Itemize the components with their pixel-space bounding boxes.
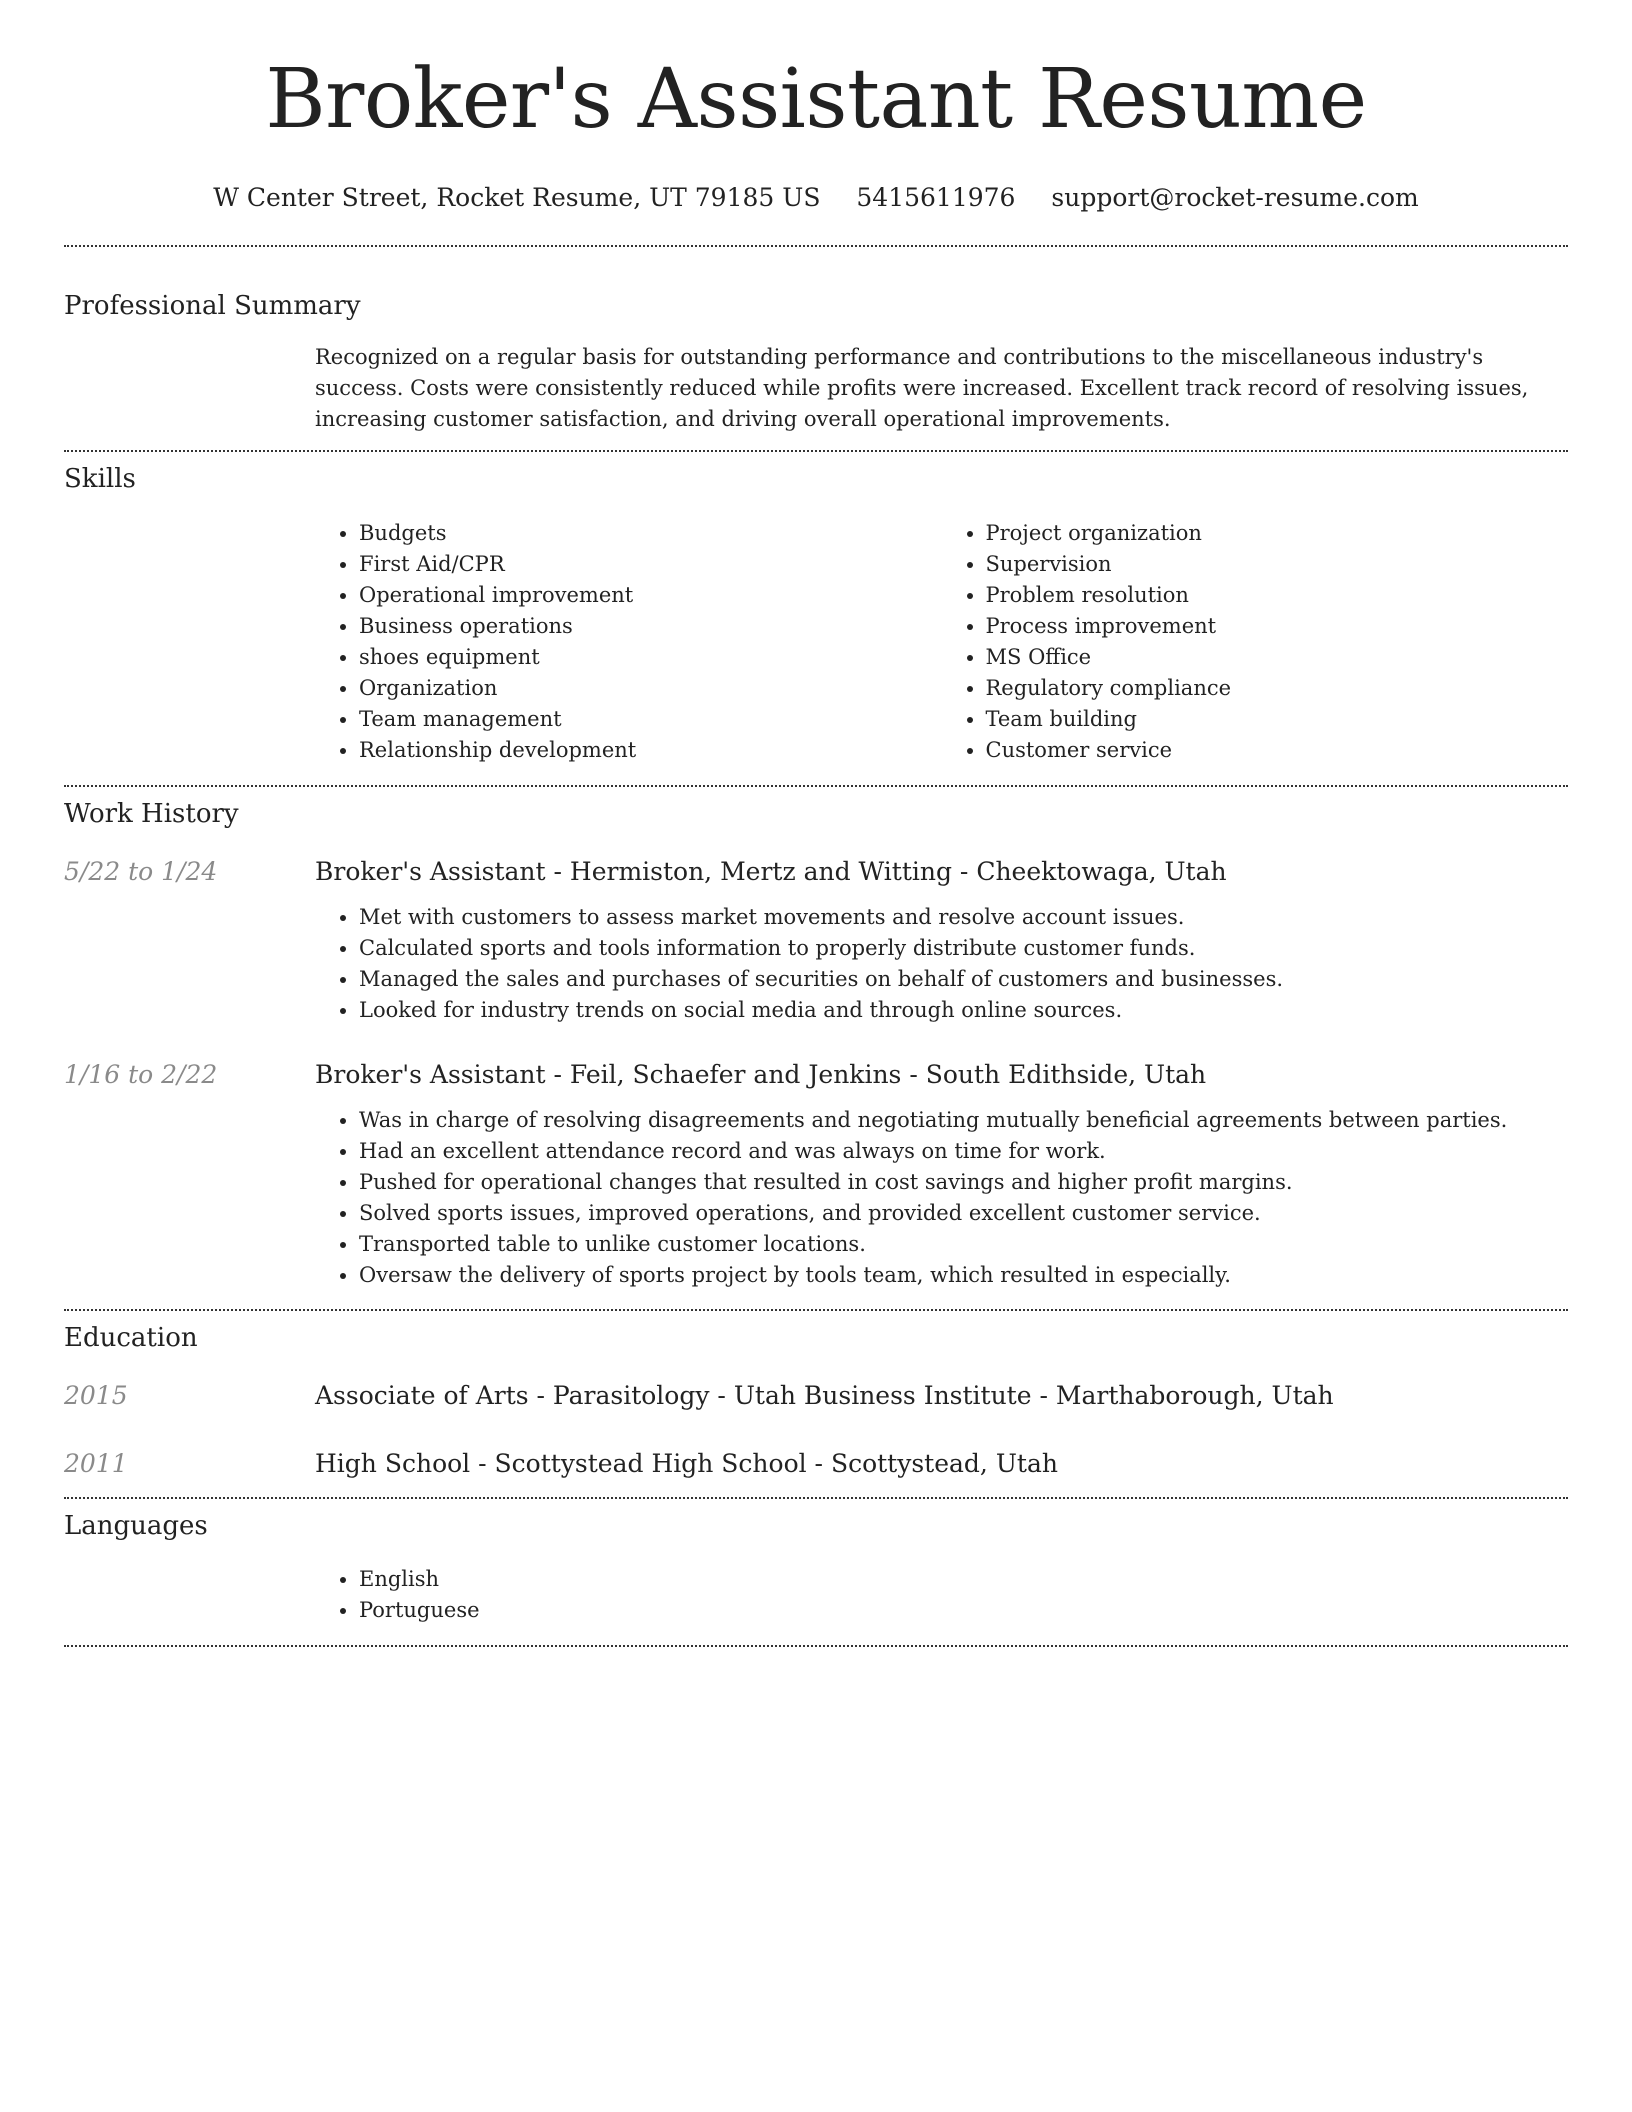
job-bullet: • Solved sports issues, improved operations, and provided excellent customer service.	[359, 1198, 1568, 1229]
job-entry	[64, 1059, 1568, 1291]
summary-heading: Professional Summary	[64, 291, 361, 321]
resume-title: Broker's Assistant Resume	[265, 52, 1367, 147]
languages-heading: Languages	[64, 1511, 208, 1541]
work-section	[64, 798, 1568, 1291]
job-dates: 5/22 to 1/24	[64, 857, 218, 886]
skills-list-left	[315, 518, 942, 766]
summary-section	[64, 290, 1568, 435]
skill-item: • First Aid/CPR	[359, 549, 942, 580]
languages-list	[315, 1564, 1568, 1626]
job-bullet: • Transported table to unlike customer locations.	[359, 1229, 1568, 1260]
skill-item: • Problem resolution	[986, 580, 1569, 611]
language-item: • English	[359, 1564, 1568, 1595]
contact-phone: 5415611976	[856, 183, 1016, 212]
summary-text: Recognized on a regular basis for outstanding performance and contributions to the miscellaneous industry's success. Costs were consistently reduced while profits were increased. Excellent track record of resolving issues, increasing customer satisfaction, and driving overall operational improvements.	[315, 345, 1529, 431]
job-bullet: • Was in charge of resolving disagreements and negotiating mutually beneficial agreements between parties.	[359, 1105, 1568, 1136]
skill-item: • Regulatory compliance	[986, 673, 1569, 704]
job-bullet: • Looked for industry trends on social media and through online sources.	[359, 995, 1568, 1026]
education-title: High School - Scottystead High School - Scottystead, Utah	[315, 1449, 1058, 1478]
skill-item: • Budgets	[359, 518, 942, 549]
job-title: Broker's Assistant - Feil, Schaefer and Jenkins - South Edithside, Utah	[315, 1060, 1207, 1089]
resume-page	[64, 0, 1568, 1647]
skill-item: • Relationship development	[359, 735, 942, 766]
work-heading: Work History	[64, 799, 239, 829]
skill-item: • Team management	[359, 704, 942, 735]
education-section	[64, 1322, 1568, 1480]
job-bullet: • Met with customers to assess market movements and resolve account issues.	[359, 902, 1568, 933]
skill-item: • Operational improvement	[359, 580, 942, 611]
job-title: Broker's Assistant - Hermiston, Mertz and Witting - Cheektowaga, Utah	[315, 857, 1227, 886]
skill-item: • shoes equipment	[359, 642, 942, 673]
skills-columns	[315, 518, 1568, 766]
skill-item: • Customer service	[986, 735, 1569, 766]
skills-heading: Skills	[64, 464, 136, 494]
education-heading: Education	[64, 1323, 198, 1353]
divider	[64, 450, 1568, 452]
job-bullet: • Calculated sports and tools information to properly distribute customer funds.	[359, 933, 1568, 964]
divider	[64, 1645, 1568, 1647]
contact-email: support@rocket-resume.com	[1051, 183, 1419, 212]
skill-item: • Organization	[359, 673, 942, 704]
skills-section	[64, 463, 1568, 766]
contact-line	[64, 182, 1568, 214]
languages-section	[64, 1510, 1568, 1626]
education-year: 2011	[64, 1449, 128, 1478]
skills-list-right	[942, 518, 1569, 766]
divider	[64, 245, 1568, 247]
job-dates: 1/16 to 2/22	[64, 1060, 218, 1089]
education-year: 2015	[64, 1381, 128, 1410]
job-header	[64, 856, 1568, 888]
skill-item: • Team building	[986, 704, 1569, 735]
education-entry	[64, 1448, 1568, 1480]
contact-address: W Center Street, Rocket Resume, UT 79185 US	[213, 183, 821, 212]
education-entry	[64, 1380, 1568, 1412]
job-bullets	[315, 1105, 1568, 1291]
skill-item: • Supervision	[986, 549, 1569, 580]
job-entry	[64, 856, 1568, 1026]
job-bullet: • Pushed for operational changes that resulted in cost savings and higher profit margins.	[359, 1167, 1568, 1198]
education-title: Associate of Arts - Parasitology - Utah Business Institute - Marthaborough, Utah	[315, 1381, 1334, 1410]
job-bullet: • Had an excellent attendance record and was always on time for work.	[359, 1136, 1568, 1167]
divider	[64, 785, 1568, 787]
divider	[64, 1497, 1568, 1499]
skill-item: • Business operations	[359, 611, 942, 642]
skill-item: • MS Office	[986, 642, 1569, 673]
skill-item: • Process improvement	[986, 611, 1569, 642]
language-item: • Portuguese	[359, 1595, 1568, 1626]
job-header	[64, 1059, 1568, 1091]
job-bullet: • Managed the sales and purchases of securities on behalf of customers and businesses.	[359, 964, 1568, 995]
divider	[64, 1309, 1568, 1311]
job-bullet: • Oversaw the delivery of sports project by tools team, which resulted in especially.	[359, 1260, 1568, 1291]
skill-item: • Project organization	[986, 518, 1569, 549]
job-bullets	[315, 902, 1568, 1026]
